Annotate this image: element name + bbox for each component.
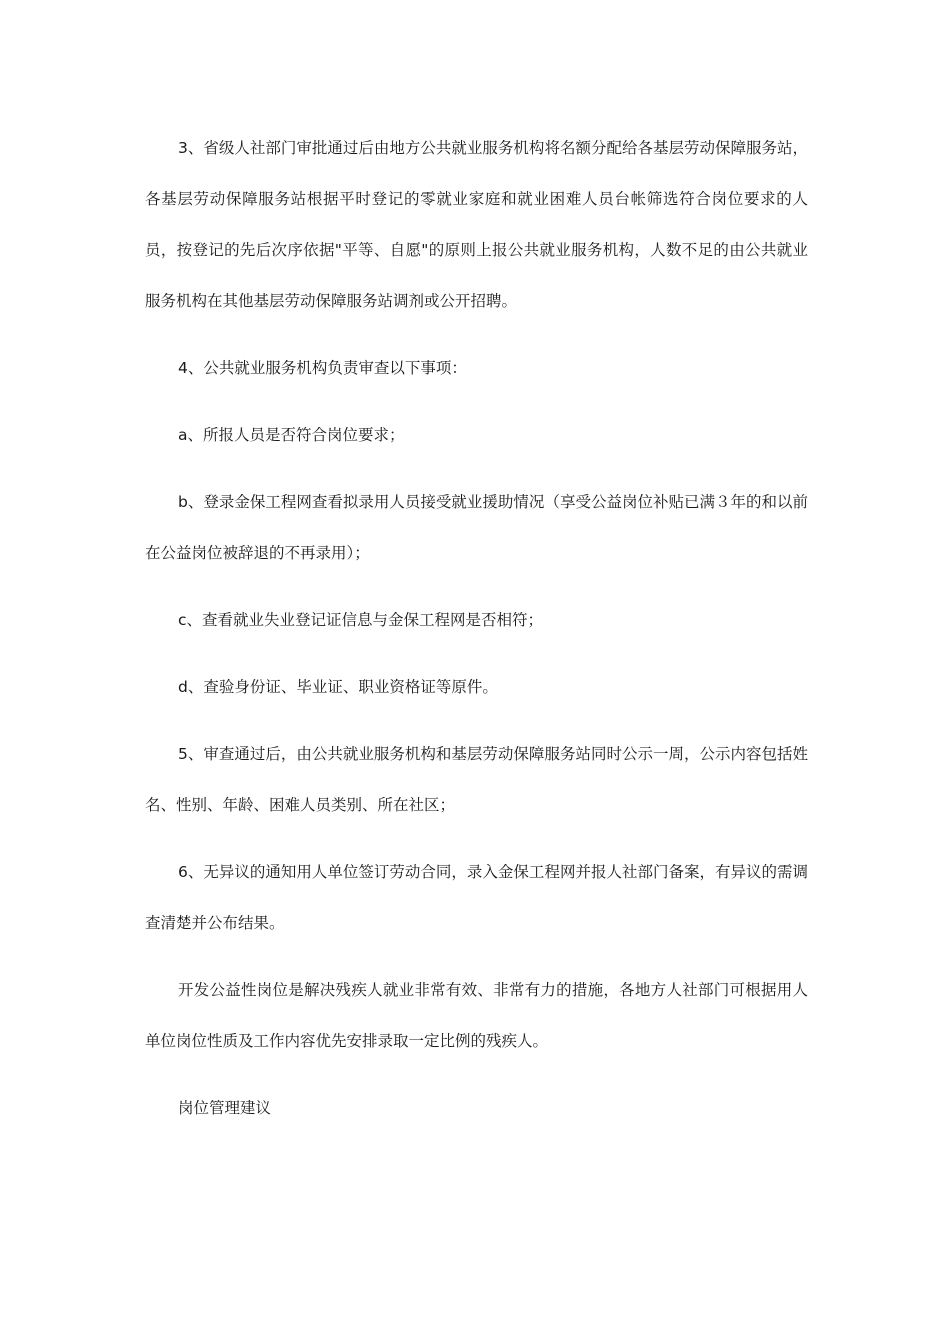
paragraph-gap [145, 461, 808, 477]
paragraph-summary: 开发公益性岗位是解决残疾人就业非常有效、非常有力的措施，各地方人社部门可根据用人单位岗位性质及工作内容优先安排录取一定比例的残疾人。 [145, 981, 808, 1050]
paragraph-item-d: d、查验身份证、毕业证、职业资格证等原件。 [178, 678, 498, 696]
paragraph-item-c: c、查看就业失业登记证信息与金保工程网是否相符； [178, 611, 544, 629]
paragraph-gap [145, 713, 808, 729]
paragraph-step-6: 6、无异议的通知用人单位签订劳动合同，录入金保工程网并报人社部门备案，有异议的需调查清楚并公布结果。 [145, 863, 808, 932]
paragraph-step-4: 4、公共就业服务机构负责审查以下事项： [178, 359, 467, 377]
paragraph-item-b: b、登录金保工程网查看拟录用人员接受就业援助情况（享受公益岗位补贴已满３年的和以前在公益岗位被辞退的不再录用）； [145, 493, 808, 562]
paragraph-gap [145, 831, 808, 847]
document-body [145, 123, 808, 1134]
paragraph-gap [145, 394, 808, 410]
paragraph-item-a: a、所报人员是否符合岗位要求； [178, 426, 405, 444]
paragraph-gap [145, 949, 808, 965]
section-heading-post-management: 岗位管理建议 [178, 1099, 272, 1117]
paragraph-gap [145, 327, 808, 343]
paragraph-gap [145, 646, 808, 662]
paragraph-step-3: 3、省级人社部门审批通过后由地方公共就业服务机构将名额分配给各基层劳动保障服务站，各基层劳动保障服务站根据平时登记的零就业家庭和就业困难人员台帐筛选符合岗位要求的人员，按登记的先后次序依据"平等、自愿"的原则上报公共就业服务机构，人数不足的由公共就业服务机构在其他基层劳动保障服务站调剂或公开招聘。 [145, 139, 808, 310]
paragraph-gap [145, 579, 808, 595]
paragraph-step-5: 5、审查通过后，由公共就业服务机构和基层劳动保障服务站同时公示一周，公示内容包括姓名、性别、年龄、困难人员类别、所在社区； [145, 745, 808, 814]
paragraph-gap [145, 1067, 808, 1083]
